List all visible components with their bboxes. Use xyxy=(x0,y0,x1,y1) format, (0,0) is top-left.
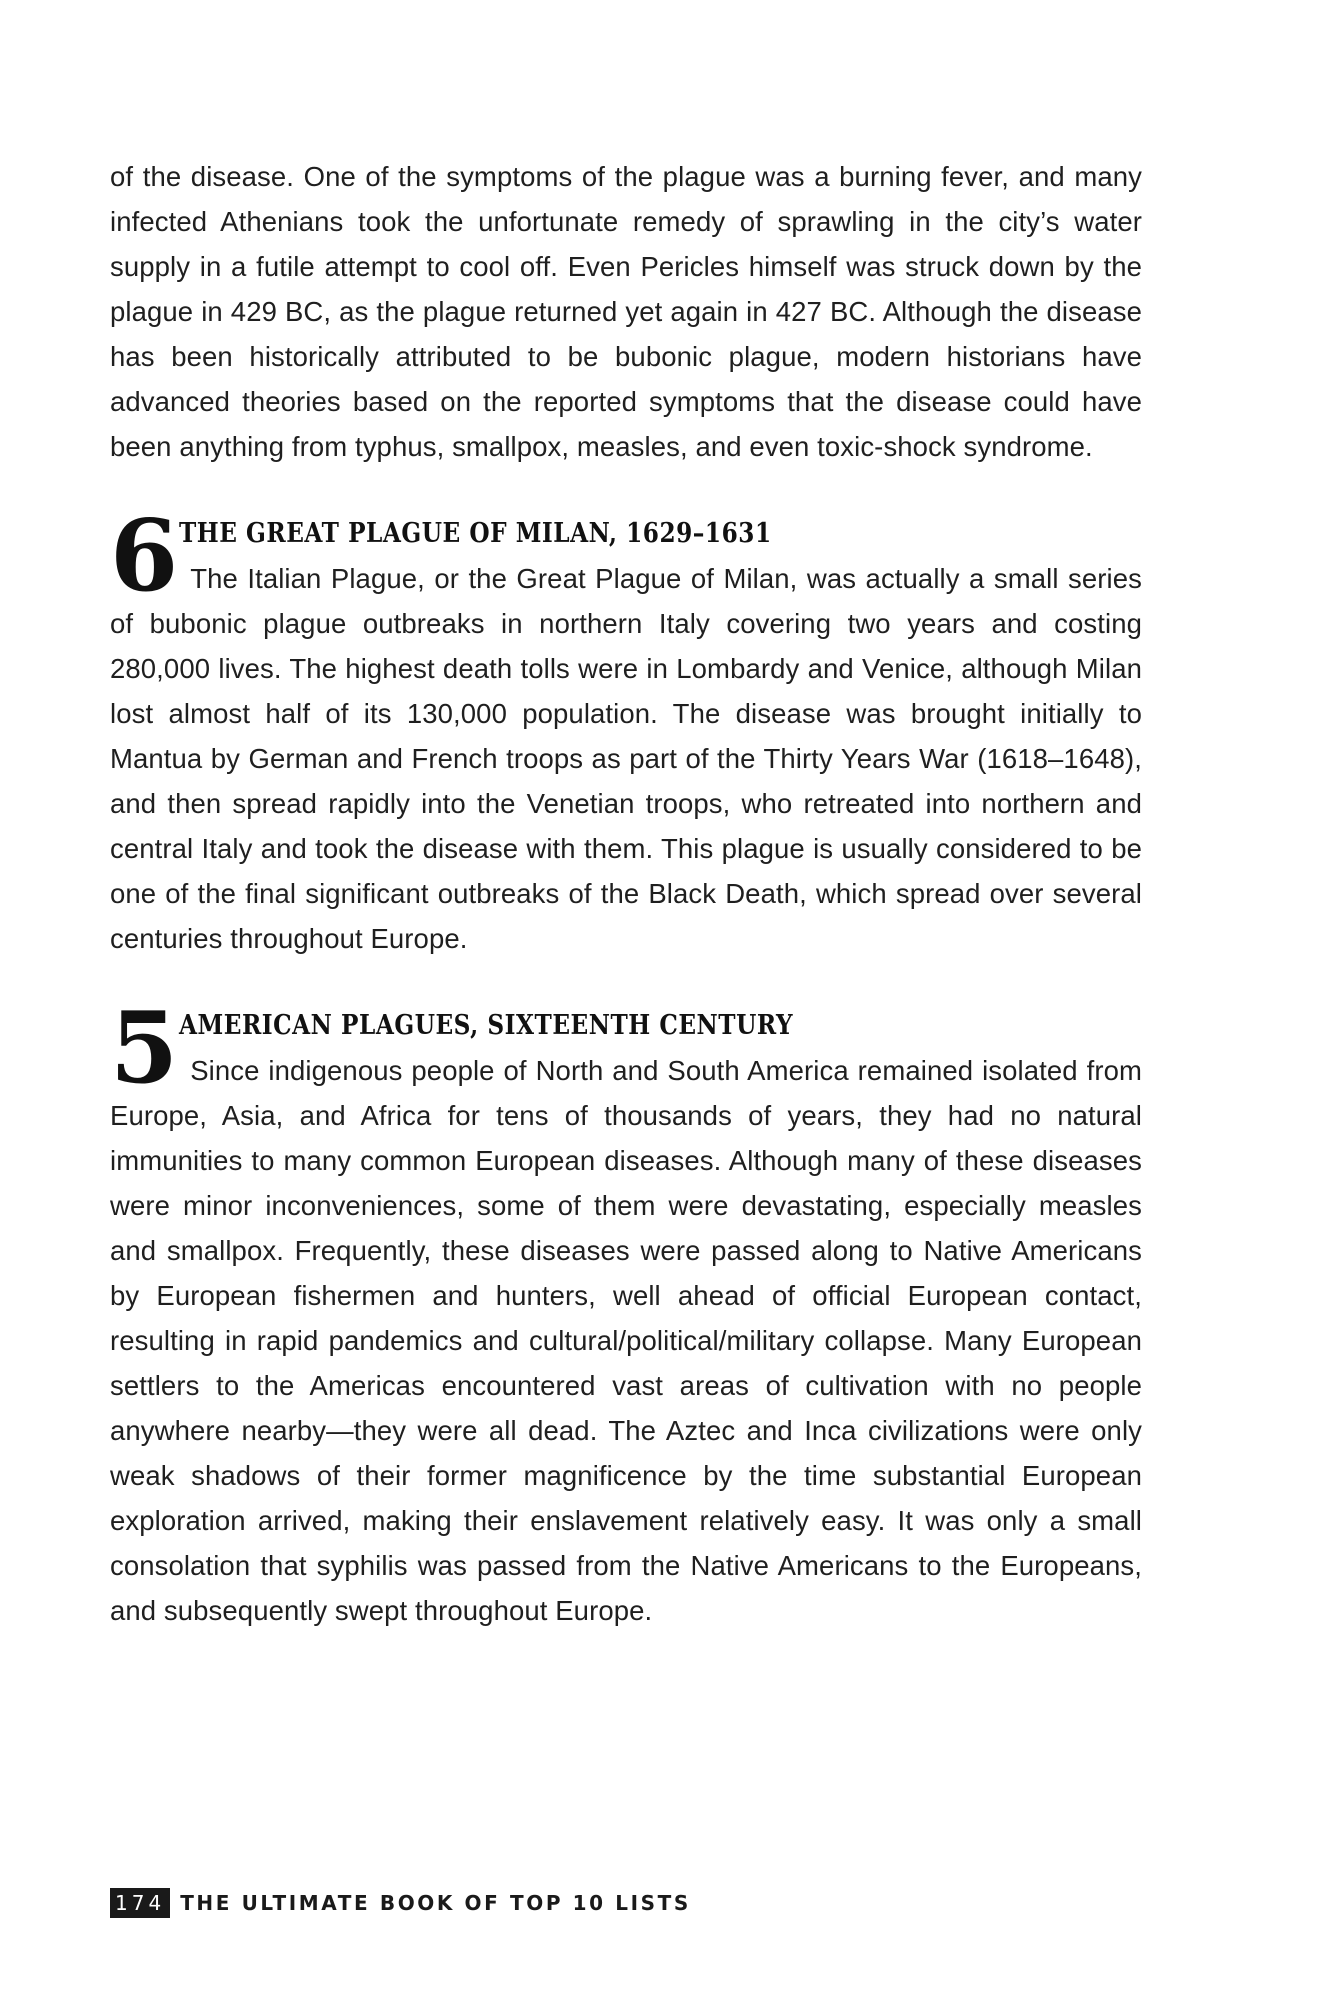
intro-paragraph: of the disease. One of the symptoms of the plague was a burning fever, and many infected Athenians took the unfortunate remedy of sprawling in the city’s water supply in a futile attempt to cool off. Even Pericles himself was struck down by the plague in 429 BC, as the plague returned yet again in 427 BC. Although the disease has been historically attributed to be bubonic plague, modern historians have advanced theories based on the reported symptoms that the disease could have been anything from typhus, smallpox, measles, and even toxic-shock syndrome. xyxy=(110,161,1142,462)
entry-title: AMERICAN PLAGUES, SIXTEENTH CENTURY xyxy=(178,1010,794,1041)
list-entry-5 xyxy=(110,991,1142,1633)
entry-number: 6 xyxy=(110,499,179,614)
page-footer xyxy=(110,1888,691,1918)
list-entry-6 xyxy=(110,499,1142,961)
entry-body: Since indigenous people of North and South America remained isolated from Europe, Asia, and Africa for tens of thousands of years, they had no natural immunities to many common European diseases. Although many of these diseases were minor inconveniences, some of them were devastating, especially measles and smallpox. Frequently, these diseases were passed along to Native Americans by European fishermen and hunters, well ahead of official European contact, resulting in rapid pandemics and cultural/political/military collapse. Many European settlers to the Americas encountered vast areas of cultivation with no people anywhere nearby—they were all dead. The Aztec and Inca civilizations were only weak shadows of their former magnificence by the time substantial European exploration arrived, making their enslavement relatively easy. It was only a small consolation that syphilis was passed from the Native Americans to the Europeans, and subsequently swept throughout Europe. xyxy=(110,1055,1142,1626)
entry-number: 5 xyxy=(110,991,179,1106)
entry-body: The Italian Plague, or the Great Plague of Milan, was actually a small series of bubonic plague outbreaks in northern Italy covering two years and costing 280,000 lives. The highest death tolls were in Lombardy and Venice, although Milan lost almost half of its 130,000 population. The disease was brought initially to Mantua by German and French troops as part of the Thirty Years War (1618–1648), and then spread rapidly into the Venetian troops, who retreated into northern and central Italy and took the disease with them. This plague is usually considered to be one of the final significant outbreaks of the Black Death, which spread over several centuries throughout Europe. xyxy=(110,563,1142,954)
page-number: 174 xyxy=(110,1888,170,1918)
running-title: THE ULTIMATE BOOK OF TOP 10 LISTS xyxy=(180,1891,691,1915)
page-body xyxy=(110,154,1142,1633)
entry-title: THE GREAT PLAGUE OF MILAN, 1629–1631 xyxy=(178,518,772,549)
